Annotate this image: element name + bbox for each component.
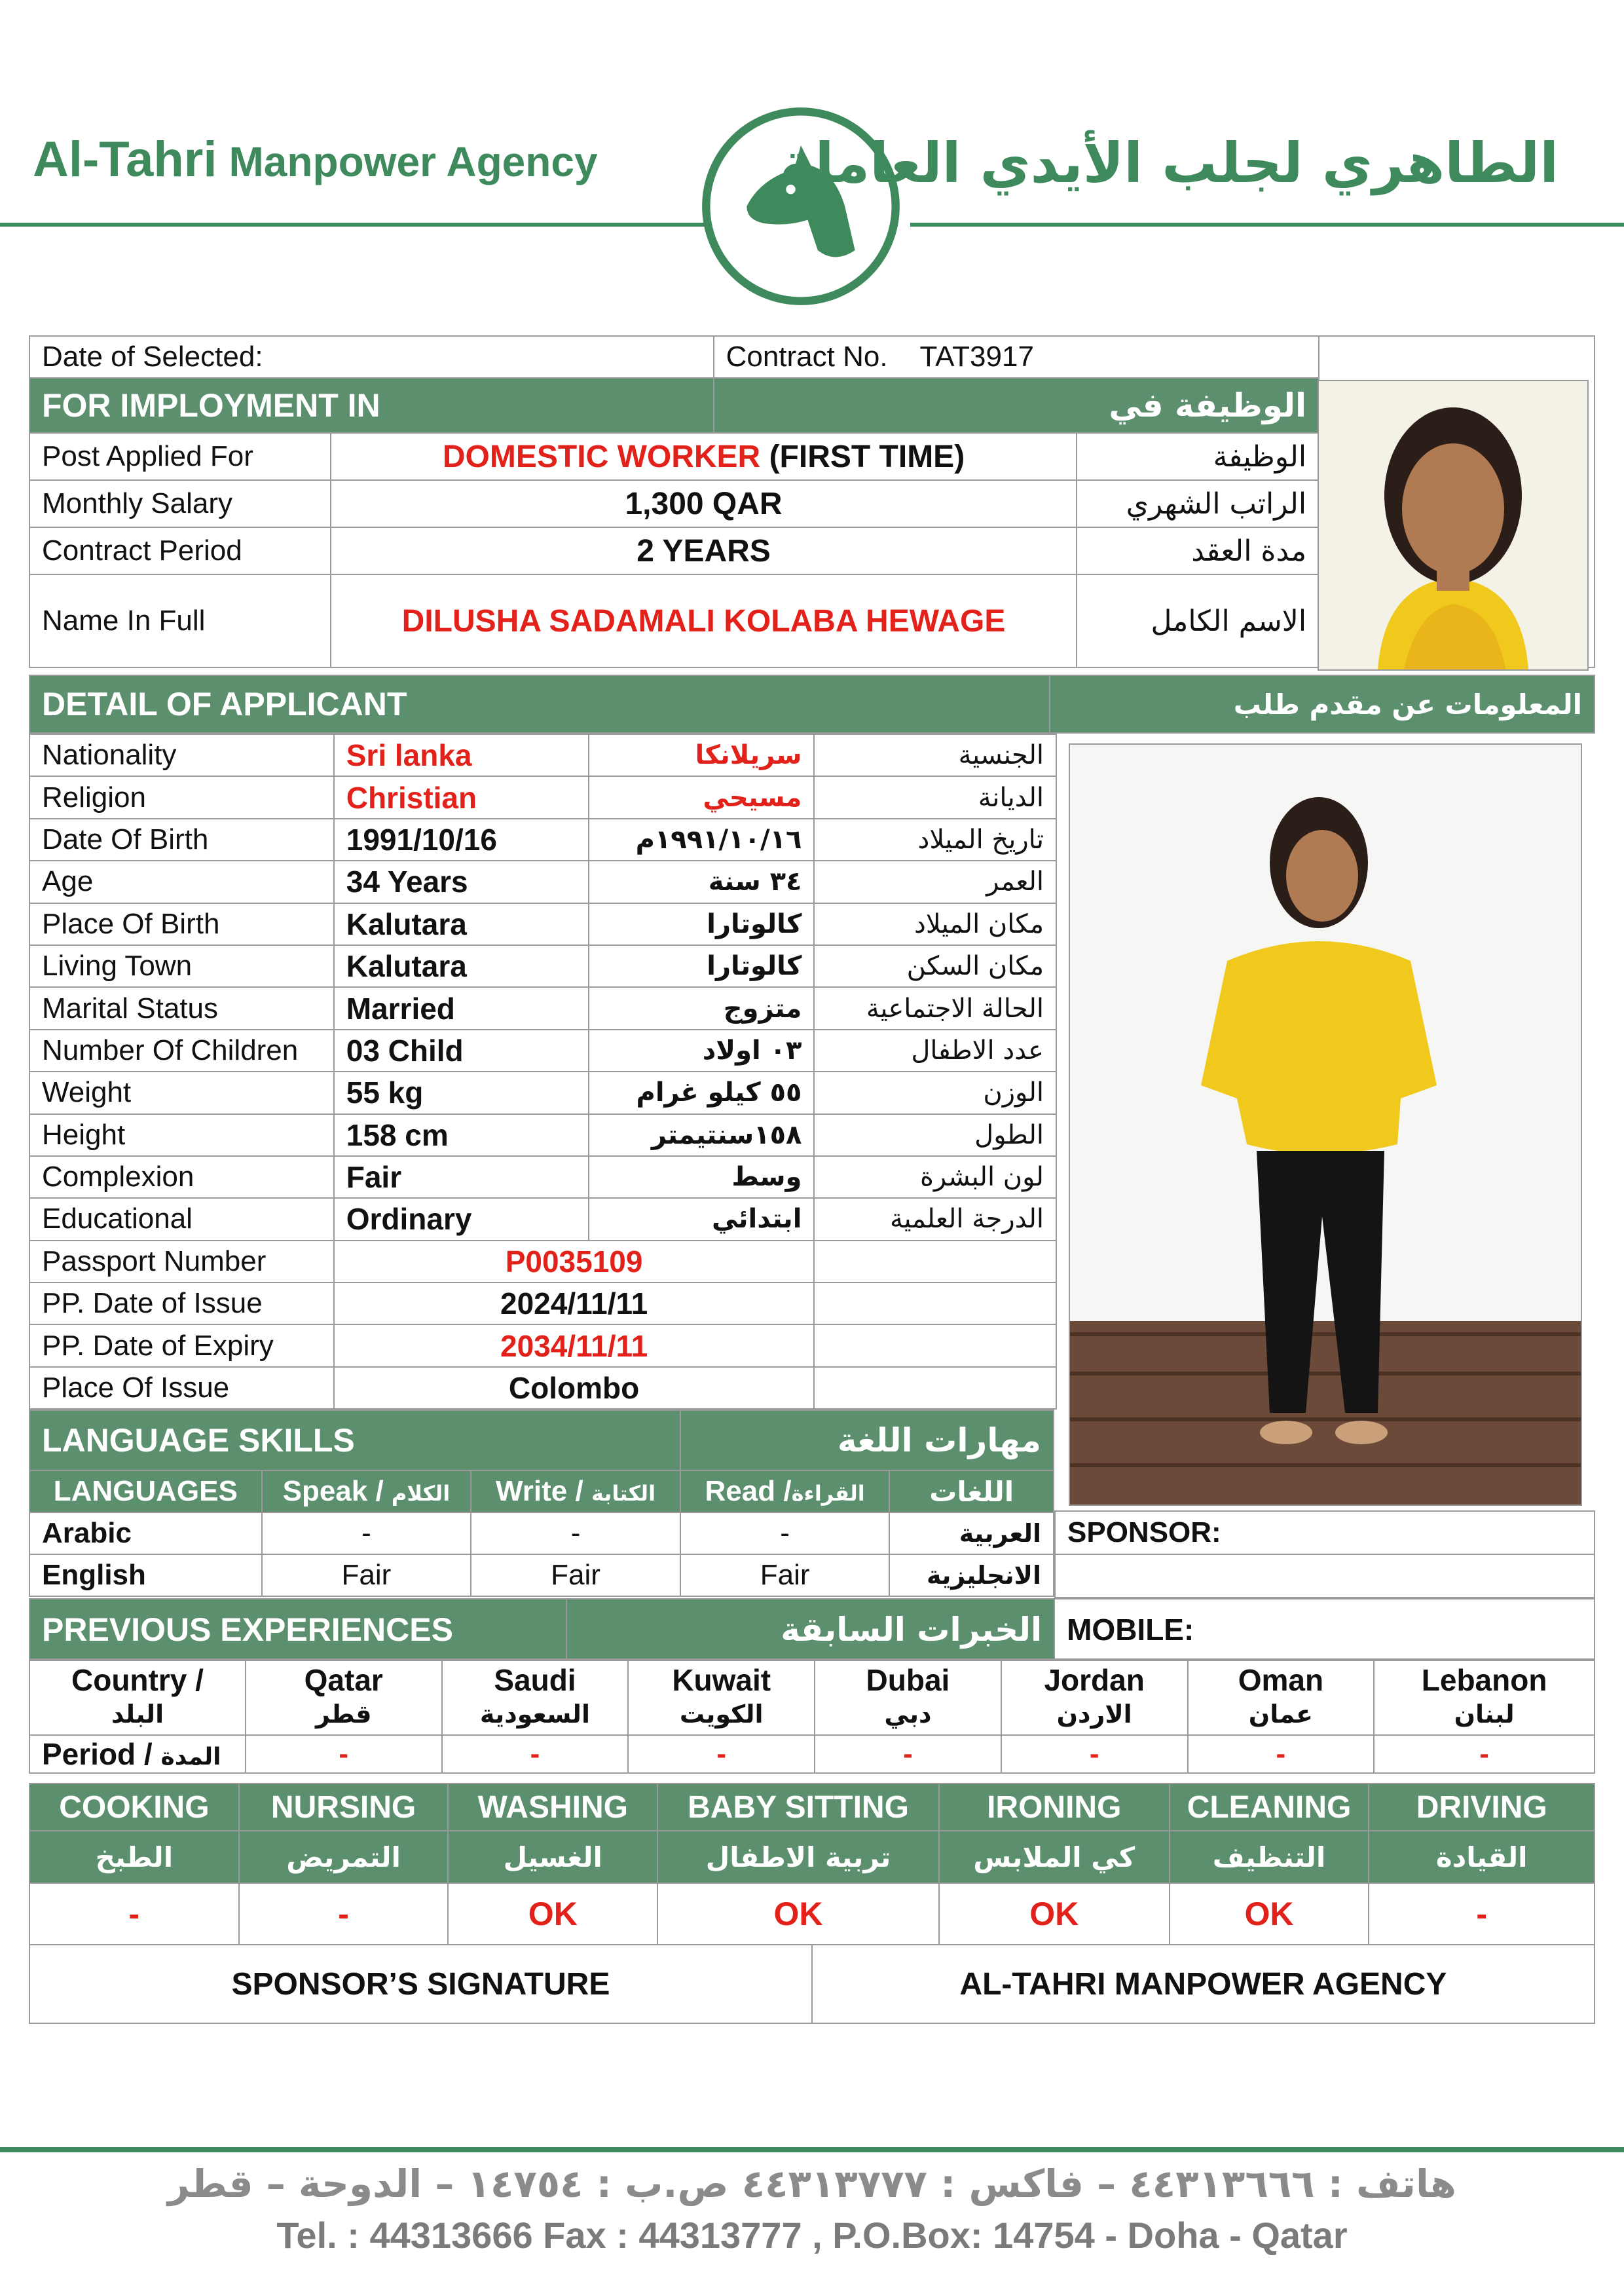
skill-name: IRONING bbox=[939, 1784, 1170, 1831]
signature-table bbox=[29, 1944, 1595, 2024]
country-header: Saudi السعودية bbox=[442, 1659, 629, 1735]
row-label: PP. Date of Expiry bbox=[29, 1324, 334, 1366]
row-value-ar: وسط bbox=[589, 1156, 815, 1198]
row-value: 55 kg bbox=[334, 1072, 589, 1113]
row-label: Passport Number bbox=[29, 1241, 334, 1282]
row-label: Monthly Salary bbox=[29, 480, 331, 527]
language-title-ar: مهارات اللغة bbox=[680, 1410, 1054, 1470]
country-header: Qatar قطر bbox=[246, 1659, 442, 1735]
agency-name-en: Al-Tahri Manpower Agency bbox=[33, 132, 598, 187]
date-selected-cell: Date of Selected: bbox=[29, 336, 714, 378]
row-value-ar: ٣٤ سنة bbox=[589, 861, 815, 903]
row-label-ar: العمر bbox=[814, 861, 1056, 903]
passport-row bbox=[29, 1282, 1056, 1324]
applicant-row bbox=[29, 1156, 1056, 1198]
applicant-title: DETAIL OF APPLICANT bbox=[29, 675, 1050, 733]
skill-name-ar: الغسيل bbox=[448, 1831, 657, 1883]
speak-level: - bbox=[262, 1512, 471, 1554]
row-value-ar: ٠٣ اولاد bbox=[589, 1030, 815, 1072]
row-value-ar: ١٥٨سنتيمتر bbox=[589, 1114, 815, 1156]
language-name-ar: الانجليزية bbox=[889, 1554, 1054, 1596]
applicant-row bbox=[29, 1198, 1056, 1240]
row-label-ar: الاسم الكامل bbox=[1077, 574, 1319, 667]
row-label-ar: الحالة الاجتماعية bbox=[814, 987, 1056, 1029]
period-value: - bbox=[442, 1735, 629, 1773]
row-label-ar: الجنسية bbox=[814, 734, 1056, 776]
applicant-title-ar: المعلومات عن مقدم طلب bbox=[1050, 675, 1595, 733]
salary-value: 1,300 QAR bbox=[331, 480, 1077, 527]
row-label: Number Of Children bbox=[29, 1030, 334, 1072]
row-value: 34 Years bbox=[334, 861, 589, 903]
skill-name: DRIVING bbox=[1369, 1784, 1595, 1831]
row-label: Nationality bbox=[29, 734, 334, 776]
row-value: 158 cm bbox=[334, 1114, 589, 1156]
applicant-row bbox=[29, 819, 1056, 861]
contract-period-value: 2 YEARS bbox=[331, 527, 1077, 574]
row-value: Fair bbox=[334, 1156, 589, 1198]
skill-name: BABY SITTING bbox=[657, 1784, 939, 1831]
period-value: - bbox=[628, 1735, 815, 1773]
portrait-photo bbox=[1318, 380, 1589, 671]
sponsor-value bbox=[1055, 1554, 1595, 1598]
skill-name-ar: الطبخ bbox=[29, 1831, 239, 1883]
row-value: Sri lanka bbox=[334, 734, 589, 776]
full-body-photo bbox=[1069, 743, 1582, 1506]
country-header: Oman عمان bbox=[1188, 1659, 1375, 1735]
passport-value: 2024/11/11 bbox=[334, 1282, 815, 1324]
row-label-ar: مكان الميلاد bbox=[814, 903, 1056, 945]
col-languages-ar: اللغات bbox=[889, 1470, 1054, 1512]
applicant-row bbox=[29, 945, 1056, 987]
applicant-details bbox=[29, 734, 1057, 1410]
row-label: Educational bbox=[29, 1198, 334, 1240]
language-name-ar: العربية bbox=[889, 1512, 1054, 1554]
row-label-ar: الديانة bbox=[814, 776, 1056, 818]
row-label-ar: الدرجة العلمية bbox=[814, 1198, 1056, 1240]
row-label-ar: الطول bbox=[814, 1114, 1056, 1156]
header-line-left bbox=[0, 223, 707, 227]
passport-empty bbox=[814, 1324, 1056, 1366]
applicant-row bbox=[29, 776, 1056, 818]
skill-value: OK bbox=[448, 1883, 657, 1945]
period-value: - bbox=[1001, 1735, 1188, 1773]
row-value-ar: كالوتارا bbox=[589, 903, 815, 945]
country-header: Country / البلد bbox=[29, 1659, 246, 1735]
applicant-row bbox=[29, 1030, 1056, 1072]
period-value: - bbox=[1188, 1735, 1375, 1773]
agency-signature: AL-TAHRI MANPOWER AGENCY bbox=[812, 1945, 1595, 2023]
passport-row bbox=[29, 1367, 1056, 1409]
row-value: Ordinary bbox=[334, 1198, 589, 1240]
sponsor-label: SPONSOR: bbox=[1055, 1511, 1595, 1554]
row-value-ar: كالوتارا bbox=[589, 945, 815, 987]
skill-name: COOKING bbox=[29, 1784, 239, 1831]
read-level: - bbox=[680, 1512, 890, 1554]
skill-name-ar: القيادة bbox=[1369, 1831, 1595, 1883]
row-value-ar: ١٩٩١/١٠/١٦م bbox=[589, 819, 815, 861]
row-value-ar: ابتدائي bbox=[589, 1198, 815, 1240]
applicant-row bbox=[29, 1114, 1056, 1156]
country-header: Kuwait الكويت bbox=[628, 1659, 815, 1735]
footer-line bbox=[0, 2147, 1624, 2152]
row-value: Kalutara bbox=[334, 903, 589, 945]
skill-name: CLEANING bbox=[1170, 1784, 1369, 1831]
country-header: Dubai دبي bbox=[815, 1659, 1001, 1735]
employment-title-ar: الوظيفة في bbox=[714, 378, 1320, 433]
row-label-ar: الوزن bbox=[814, 1072, 1056, 1113]
mobile-label: MOBILE: bbox=[1054, 1599, 1595, 1660]
experience-title: PREVIOUS EXPERIENCES bbox=[29, 1599, 566, 1660]
period-label: Period / المدة bbox=[29, 1735, 246, 1773]
skill-value: OK bbox=[1170, 1883, 1369, 1945]
passport-empty bbox=[814, 1241, 1056, 1282]
row-label-ar: مدة العقد bbox=[1077, 527, 1319, 574]
period-value: - bbox=[815, 1735, 1001, 1773]
row-label-ar: مكان السكن bbox=[814, 945, 1056, 987]
skill-value: - bbox=[239, 1883, 449, 1945]
row-label: Living Town bbox=[29, 945, 334, 987]
experience-table bbox=[29, 1658, 1595, 1774]
language-table bbox=[29, 1410, 1054, 1597]
applicant-row bbox=[29, 734, 1056, 776]
row-value-ar: سريلانكا bbox=[589, 734, 815, 776]
country-header: Jordan الاردن bbox=[1001, 1659, 1188, 1735]
skill-name: WASHING bbox=[448, 1784, 657, 1831]
row-label: Date Of Birth bbox=[29, 819, 334, 861]
row-label: Marital Status bbox=[29, 987, 334, 1029]
passport-row bbox=[29, 1241, 1056, 1282]
row-label: Place Of Birth bbox=[29, 903, 334, 945]
row-label: Complexion bbox=[29, 1156, 334, 1198]
skill-name-ar: كي الملابس bbox=[939, 1831, 1170, 1883]
contract-number-cell: Contract No. TAT3917 bbox=[714, 336, 1320, 378]
row-value-ar: متزوج bbox=[589, 987, 815, 1029]
applicant-row bbox=[29, 903, 1056, 945]
experience-title-ar: الخبرات السابقة bbox=[566, 1599, 1054, 1660]
passport-value: P0035109 bbox=[334, 1241, 815, 1282]
col-write: Write / الكتابة bbox=[471, 1470, 680, 1512]
language-name: Arabic bbox=[29, 1512, 262, 1554]
col-speak: Speak / الكلام bbox=[262, 1470, 471, 1512]
read-level: Fair bbox=[680, 1554, 890, 1596]
skill-name-ar: التمريض bbox=[239, 1831, 449, 1883]
skill-value: OK bbox=[657, 1883, 939, 1945]
applicant-table bbox=[29, 675, 1595, 734]
col-read: Read /القراءة bbox=[680, 1470, 890, 1512]
employment-title: FOR IMPLOYMENT IN bbox=[29, 378, 714, 433]
skill-name: NURSING bbox=[239, 1784, 449, 1831]
applicant-row bbox=[29, 1072, 1056, 1113]
experience-title-row bbox=[29, 1598, 1595, 1661]
sponsor-signature: SPONSOR’S SIGNATURE bbox=[29, 1945, 812, 2023]
row-label: Contract Period bbox=[29, 527, 331, 574]
row-label: Religion bbox=[29, 776, 334, 818]
period-value: - bbox=[246, 1735, 442, 1773]
skill-value: - bbox=[29, 1883, 239, 1945]
row-label: Place Of Issue bbox=[29, 1367, 334, 1409]
row-label-ar: الراتب الشهري bbox=[1077, 480, 1319, 527]
write-level: - bbox=[471, 1512, 680, 1554]
row-label-ar: تاريخ الميلاد bbox=[814, 819, 1056, 861]
applicant-row bbox=[29, 987, 1056, 1029]
row-label: Name In Full bbox=[29, 574, 331, 667]
row-value: Married bbox=[334, 987, 589, 1029]
skill-name-ar: تربية الاطفال bbox=[657, 1831, 939, 1883]
applicant-row bbox=[29, 861, 1056, 903]
skill-value: OK bbox=[939, 1883, 1170, 1945]
letterhead bbox=[0, 0, 1624, 275]
agency-name-ar: الطاهري لجلب الأيدي العاملة bbox=[779, 131, 1559, 195]
row-label-ar: عدد الاطفال bbox=[814, 1030, 1056, 1072]
skills-table bbox=[29, 1783, 1595, 1945]
skill-value: - bbox=[1369, 1883, 1595, 1945]
passport-value: Colombo bbox=[334, 1367, 815, 1409]
passport-empty bbox=[814, 1367, 1056, 1409]
full-name-value: DILUSHA SADAMALI KOLABA HEWAGE bbox=[331, 574, 1077, 667]
row-value: Christian bbox=[334, 776, 589, 818]
row-label-ar: الوظيفة bbox=[1077, 433, 1319, 480]
footer-contact-ar: هاتف : ٤٤٣١٣٦٦٦ – فاكس : ٤٤٣١٣٧٧٧ ص.ب : ١٤٧٥٤ – الدوحة – قطر bbox=[168, 2161, 1456, 2206]
row-label-ar: لون البشرة bbox=[814, 1156, 1056, 1198]
skill-name-ar: التنظيف bbox=[1170, 1831, 1369, 1883]
passport-empty bbox=[814, 1282, 1056, 1324]
row-label: Height bbox=[29, 1114, 334, 1156]
period-value: - bbox=[1374, 1735, 1595, 1773]
passport-row bbox=[29, 1324, 1056, 1366]
passport-value: 2034/11/11 bbox=[334, 1324, 815, 1366]
footer-contact-en: Tel. : 44313666 Fax : 44313777 , P.O.Box: 14754 - Doha - Qatar bbox=[276, 2215, 1348, 2256]
row-value-ar: مسيحي bbox=[589, 776, 815, 818]
write-level: Fair bbox=[471, 1554, 680, 1596]
country-header: Lebanon لبنان bbox=[1374, 1659, 1595, 1735]
language-name: English bbox=[29, 1554, 262, 1596]
sponsor-box bbox=[1054, 1510, 1595, 1598]
row-value: 03 Child bbox=[334, 1030, 589, 1072]
speak-level: Fair bbox=[262, 1554, 471, 1596]
row-value: Kalutara bbox=[334, 945, 589, 987]
row-label: PP. Date of Issue bbox=[29, 1282, 334, 1324]
row-label: Age bbox=[29, 861, 334, 903]
row-value: 1991/10/16 bbox=[334, 819, 589, 861]
row-label: Weight bbox=[29, 1072, 334, 1113]
row-label: Post Applied For bbox=[29, 433, 331, 480]
language-title: LANGUAGE SKILLS bbox=[29, 1410, 680, 1470]
col-languages: LANGUAGES bbox=[29, 1470, 262, 1512]
post-applied-value: DOMESTIC WORKER (FIRST TIME) bbox=[331, 433, 1077, 480]
row-value-ar: ٥٥ كيلو غرام bbox=[589, 1072, 815, 1113]
header-line-right bbox=[910, 223, 1624, 227]
